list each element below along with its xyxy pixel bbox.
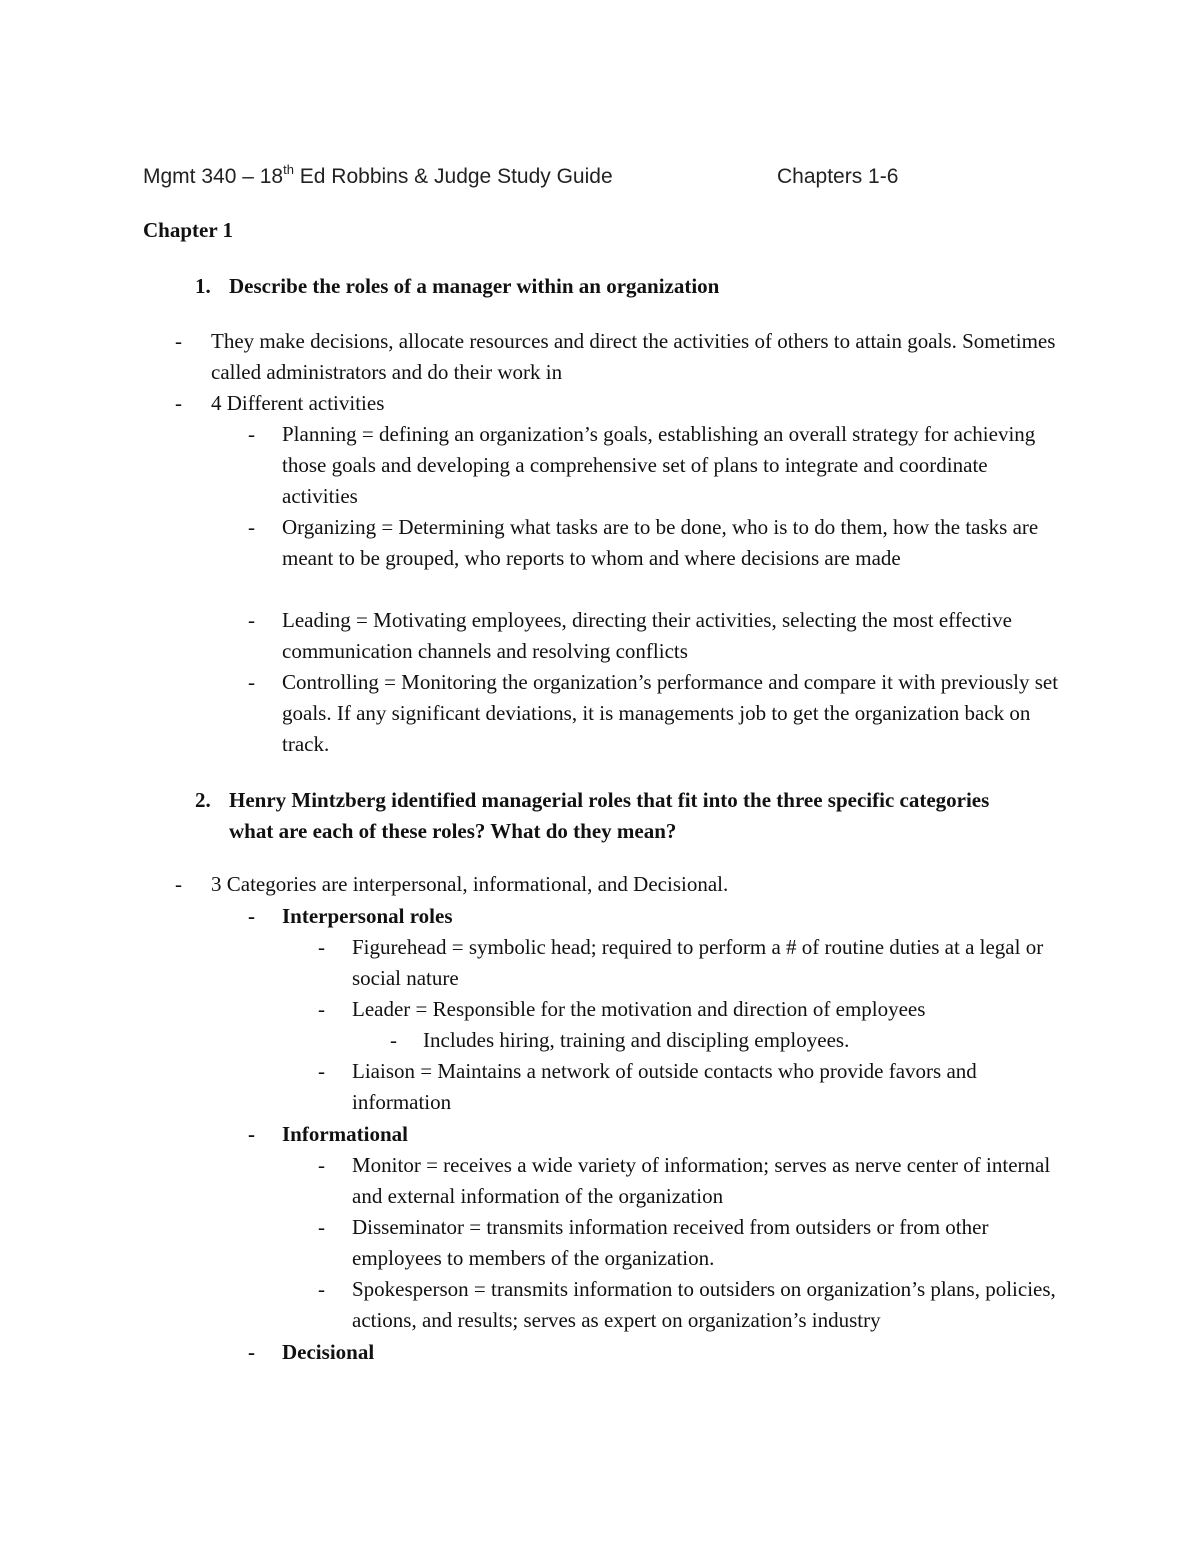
list-item-text: Planning = defining an organization’s goals, establishing an overall strategy for achieving those goals and developing a comprehensive set of plans to integrate and coordinate activities — [282, 422, 1036, 508]
bullet-dash: - — [318, 1277, 325, 1301]
list-item-text: They make decisions, allocate resources and direct the activities of others to attain goals. Sometimes called administrators and do their work in — [211, 329, 1056, 384]
list-item-text: Monitor = receives a wide variety of information; serves as nerve center of internal and external information of the organization — [352, 1153, 1051, 1208]
list-item-text: Figurehead = symbolic head; required to perform a # of routine duties at a legal or social nature — [352, 935, 1044, 990]
bullet-dash: - — [248, 1122, 255, 1146]
document-header — [143, 162, 1043, 193]
header-course-title — [143, 162, 613, 189]
bullet-dash: - — [248, 608, 255, 632]
study-guide-title: Ed Robbins & Judge Study Guide — [293, 165, 613, 188]
list-item-text: 4 Different activities — [211, 391, 385, 415]
bullet-dash: - — [318, 997, 325, 1021]
list-item-text: Liaison = Maintains a network of outside contacts who provide favors and information — [352, 1059, 977, 1114]
course-code: Mgmt 340 – 18 — [143, 165, 284, 188]
bullet-dash: - — [248, 670, 255, 694]
bullet-dash: - — [318, 1153, 325, 1177]
list-item-text: Includes hiring, training and discipling employees. — [423, 1028, 850, 1052]
role-category-informational: Informational — [282, 1122, 408, 1146]
bullet-dash: - — [248, 904, 255, 928]
role-category-interpersonal: Interpersonal roles — [282, 904, 453, 928]
bullet-dash: - — [175, 391, 182, 415]
bullet-dash: - — [248, 1340, 255, 1364]
bullet-dash: - — [318, 1059, 325, 1083]
list-item-text: Leading = Motivating employees, directing their activities, selecting the most effective communication channels and resolving conflicts — [282, 608, 1012, 663]
list-item-text: 3 Categories are interpersonal, informational, and Decisional. — [211, 872, 729, 896]
header-chapters: Chapters 1-6 — [777, 165, 899, 188]
bullet-dash: - — [318, 1215, 325, 1239]
bullet-dash: - — [318, 935, 325, 959]
question-text: Describe the roles of a manager within an organization — [229, 274, 720, 298]
list-item-text: Leader = Responsible for the motivation and direction of employees — [352, 997, 926, 1021]
question-text: Henry Mintzberg identified managerial roles that fit into the three specific categories what are each of these roles? What do they mean? — [229, 788, 990, 843]
list-item-text: Spokesperson = transmits information to outsiders on organization’s plans, policies, actions, and results; serves as expert on organization’s industry — [352, 1277, 1056, 1332]
question-2 — [195, 785, 1095, 849]
question-number: 1. — [195, 274, 211, 298]
role-category-decisional: Decisional — [282, 1340, 375, 1364]
bullet-dash: - — [390, 1028, 397, 1052]
bullet-dash: - — [175, 872, 182, 896]
question-number: 2. — [195, 788, 211, 812]
chapter-heading: Chapter 1 — [143, 218, 234, 242]
edition-superscript: th — [283, 162, 294, 177]
question-1 — [195, 271, 1095, 303]
list-item-text: Controlling = Monitoring the organization’s performance and compare it with previously set goals. If any significant deviations, it is managements job to get the organization back on track. — [282, 670, 1059, 756]
bullet-dash: - — [175, 329, 182, 353]
bullet-dash: - — [248, 422, 255, 446]
list-item-text: Disseminator = transmits information received from outsiders or from other employees to members of the organization. — [352, 1215, 989, 1270]
list-item-text: Organizing = Determining what tasks are to be done, who is to do them, how the tasks are meant to be grouped, who reports to whom and where decisions are made — [282, 515, 1039, 570]
bullet-dash: - — [248, 515, 255, 539]
